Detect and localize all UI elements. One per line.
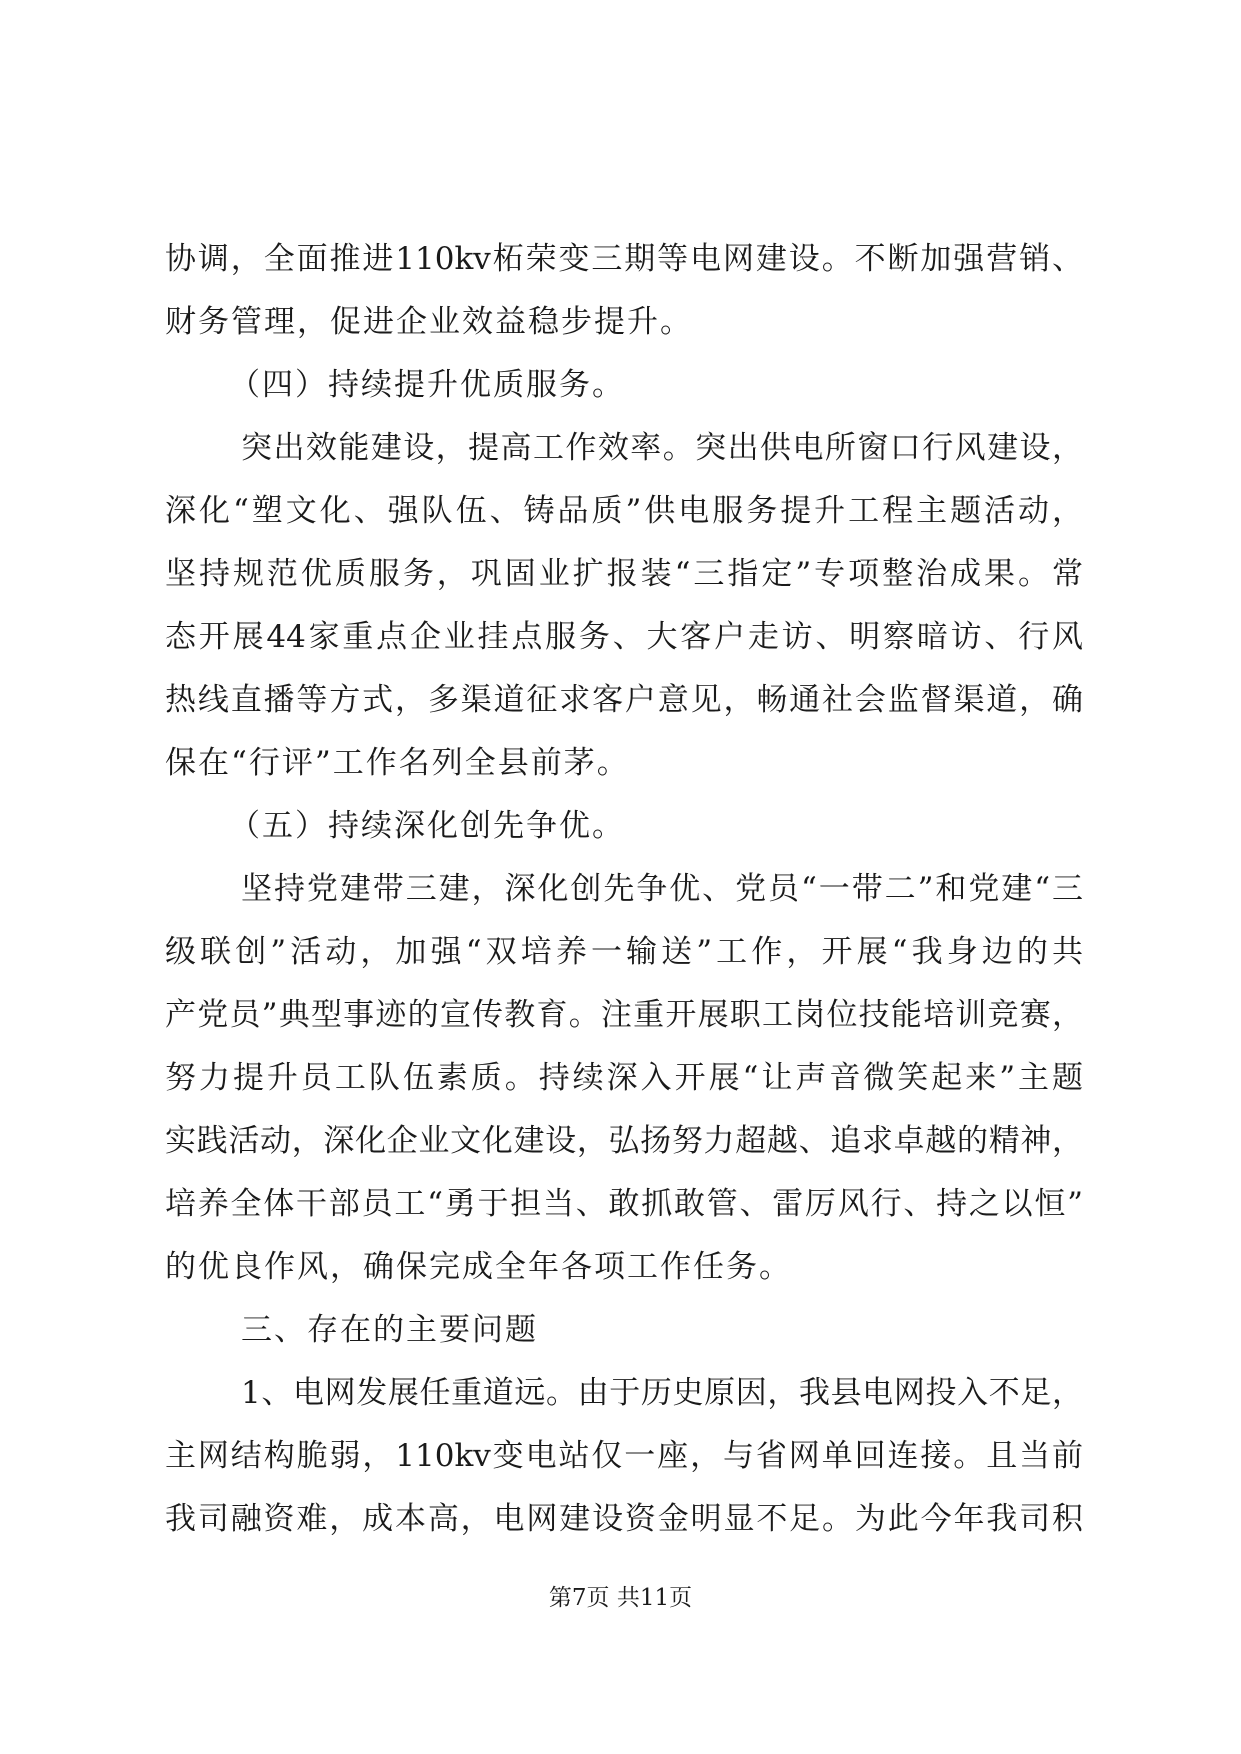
document-body xyxy=(165,228,1083,1551)
text-line: 财务管理，促进企业效益稳步提升。 xyxy=(165,304,693,340)
text-line: 突出效能建设，提高工作效率。突出供电所窗口行风建设， xyxy=(241,430,1083,466)
text-line: 坚持规范优质服务，巩固业扩报装“三指定”专项整治成果。常 xyxy=(165,556,1083,592)
text-line: 努力提升员工队伍素质。持续深入开展“让声音微笑起来”主题 xyxy=(165,1060,1083,1096)
text-line: 态开展44家重点企业挂点服务、大客户走访、明察暗访、行风 xyxy=(165,619,1083,655)
text-line: 深化“塑文化、强队伍、铸品质”供电服务提升工程主题活动， xyxy=(165,493,1083,529)
text-line: 1、电网发展任重道远。由于历史原因，我县电网投入不足， xyxy=(241,1375,1083,1411)
text-line: （四）持续提升优质服务。 xyxy=(229,367,625,403)
text-line: 的优良作风，确保完成全年各项工作任务。 xyxy=(165,1249,792,1285)
text-line: 保在“行评”工作名列全县前茅。 xyxy=(165,745,630,781)
text-line: 协调，全面推进110kv柘荣变三期等电网建设。不断加强营销、 xyxy=(165,241,1083,277)
text-line: 产党员”典型事迹的宣传教育。注重开展职工岗位技能培训竞赛， xyxy=(165,997,1083,1033)
text-line: 实践活动，深化企业文化建设，弘扬努力超越、追求卓越的精神， xyxy=(165,1123,1083,1159)
text-line: 热线直播等方式，多渠道征求客户意见，畅通社会监督渠道，确 xyxy=(165,682,1083,718)
text-line: 培养全体干部员工“勇于担当、敢抓敢管、雷厉风行、持之以恒” xyxy=(165,1186,1083,1222)
page-footer: 第7页 共11页 xyxy=(548,1585,693,1611)
text-line: 三、存在的主要问题 xyxy=(241,1312,538,1348)
text-line: 级联创”活动，加强“双培养一输送”工作，开展“我身边的共 xyxy=(165,934,1083,970)
text-line: 坚持党建带三建，深化创先争优、党员“一带二”和党建“三 xyxy=(241,871,1083,907)
text-line: （五）持续深化创先争优。 xyxy=(229,808,625,844)
text-line: 我司融资难，成本高，电网建设资金明显不足。为此今年我司积 xyxy=(165,1501,1083,1537)
text-line: 主网结构脆弱，110kv变电站仅一座，与省网单回连接。且当前 xyxy=(165,1438,1083,1474)
